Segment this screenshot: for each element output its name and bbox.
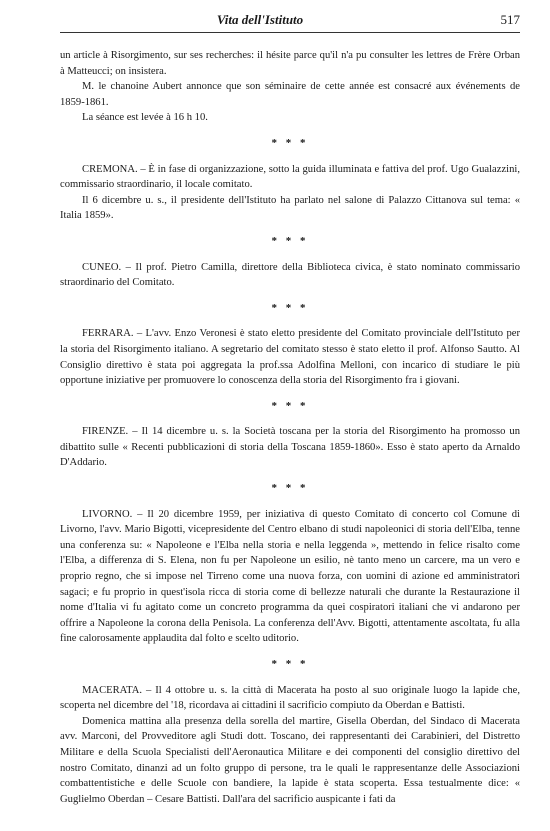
place-name: CREMONA. — [82, 163, 138, 175]
paragraph: M. le chanoine Aubert annonce que son séminaire de cette année est consacré aux événements de 1859-1861. — [60, 81, 520, 108]
place-name: MACERATA. — [82, 684, 143, 696]
running-header — [60, 10, 520, 33]
paragraph-text: – Il 14 dicembre u. s. la Società toscana per la storia del Risorgimento ha promosso un dibattito sulle « Recenti pubblicazioni di storia della Toscana 1859-1860». Esso è stato aperto da Arnaldo D'Addario. — [60, 426, 520, 469]
section-separator: * * * — [271, 482, 309, 495]
section-ferrara — [60, 326, 520, 388]
section-cremona — [60, 162, 520, 193]
paragraph: La séance est levée à 16 h 10. — [82, 112, 208, 124]
place-name: LIVORNO. — [82, 508, 133, 520]
section-firenze — [60, 424, 520, 471]
running-title: Vita dell'Istituto — [216, 12, 304, 27]
section-cuneo — [60, 260, 520, 291]
section-livorno — [60, 507, 520, 647]
section-separator: * * * — [271, 136, 309, 149]
paragraph: un article à Risorgimento, sur ses recherches: il hésite parce qu'il n'a pu consulter les lettres de Frère Orban à Matteucci; on insistera. — [60, 50, 520, 77]
place-name: FIRENZE. — [82, 426, 129, 438]
page-body — [60, 48, 520, 807]
page-number: 517 — [500, 12, 520, 27]
paragraph: Domenica mattina alla presenza della sorella del martire, Gisella Oberdan, del Sindaco di Macerata avv. Marconi, del Provveditore agli Studi dott. Toscano, dei rappresentanti dei Carabinieri, del Distretto Militare e della Scuola Specialisti dell'Aeronautica Militare e dei componenti del consiglio direttivo del nostro Comitato, dinanzi ad un folto gruppo di persone, tra le quali le rappresentanze delle Associazioni combattentistiche e delle Scuole con bandiere, la lapide è stata scoperta. Essa testualmente dice: « Guglielmo Oberdan – Cesare Battisti. Dall'ara del sacrificio auspicante i fati da — [60, 715, 520, 805]
paragraph: Il 6 dicembre u. s., il presidente dell'Istituto ha parlato nel salone di Palazzo Cittanova sul tema: « Italia 1859». — [60, 194, 520, 222]
paragraph-text: – Il prof. Pietro Camilla, direttore della Biblioteca civica, è stato nominato commissario straordinario del Comitato. — [60, 261, 520, 289]
paragraph-text: – Il 20 dicembre 1959, per iniziativa di questo Comitato di concerto col Comune di Livorno, l'avv. Mario Bigotti, vicepresidente del Centro elbano di studi napoleonici di storia dell'Elba, tenne una conferenza su: « Napoleone e l'Elba nella storia e nella leggenda », mettendo in felice risalto come l'Elba, a differenza di S. Elena, non fu per Napoleone un esilio, nè tanto meno un carcere, ma un vero e proprio regno, che si impose nel Tirreno come una nuova forza, con uomini di azione ed amministratori sagaci; e fu proprio in quest'isola ricca di storia come di bellezze naturali che durante la Restaurazione il nome d'Italia vi fu agitato come un concreto programma da quei cospiratori italiani che vi andarono per offrire a Napoleone la corona della Penisola. La conferenza dell'Avv. Bigotti, attentamente ascoltata, fu alla fine calorosamente applaudita dal folto e scelto uditorio. — [60, 508, 521, 645]
paragraph-text: – È in fase di organizzazione, sotto la guida illuminata e fattiva del prof. Ugo Gualazzini, commissario straordinario, il locale comitato. — [60, 163, 520, 191]
place-name: CUNEO. — [82, 261, 122, 273]
section-macerata — [60, 683, 520, 714]
section-separator: * * * — [271, 658, 309, 670]
section-separator: * * * — [271, 301, 309, 314]
section-separator: * * * — [271, 399, 309, 412]
paragraph-text: – L'avv. Enzo Veronesi è stato eletto presidente del Comitato provinciale dell'Istituto per la storia del Risorgimento italiano. A segretario del comitato stesso è stato eletto il prof. Alfonso Sautto. Al Consiglio direttivo è stata poi aggregata la prof.ssa Adolfina Melloni, con incarico di studiare le più opportune iniziative per promuovere lo conoscenza della storia del Risorgimento fra i giovani. — [60, 328, 520, 387]
paragraph-text: – Il 4 ottobre u. s. la città di Macerata ha posto al suo originale luogo la lapide che, scoperta nel dicembre del '18, ricordava ai cittadini il sacrificio compiuto da Oberdan e Battisti. — [60, 684, 520, 712]
place-name: FERRARA. — [82, 328, 134, 340]
section-separator: * * * — [271, 234, 309, 247]
